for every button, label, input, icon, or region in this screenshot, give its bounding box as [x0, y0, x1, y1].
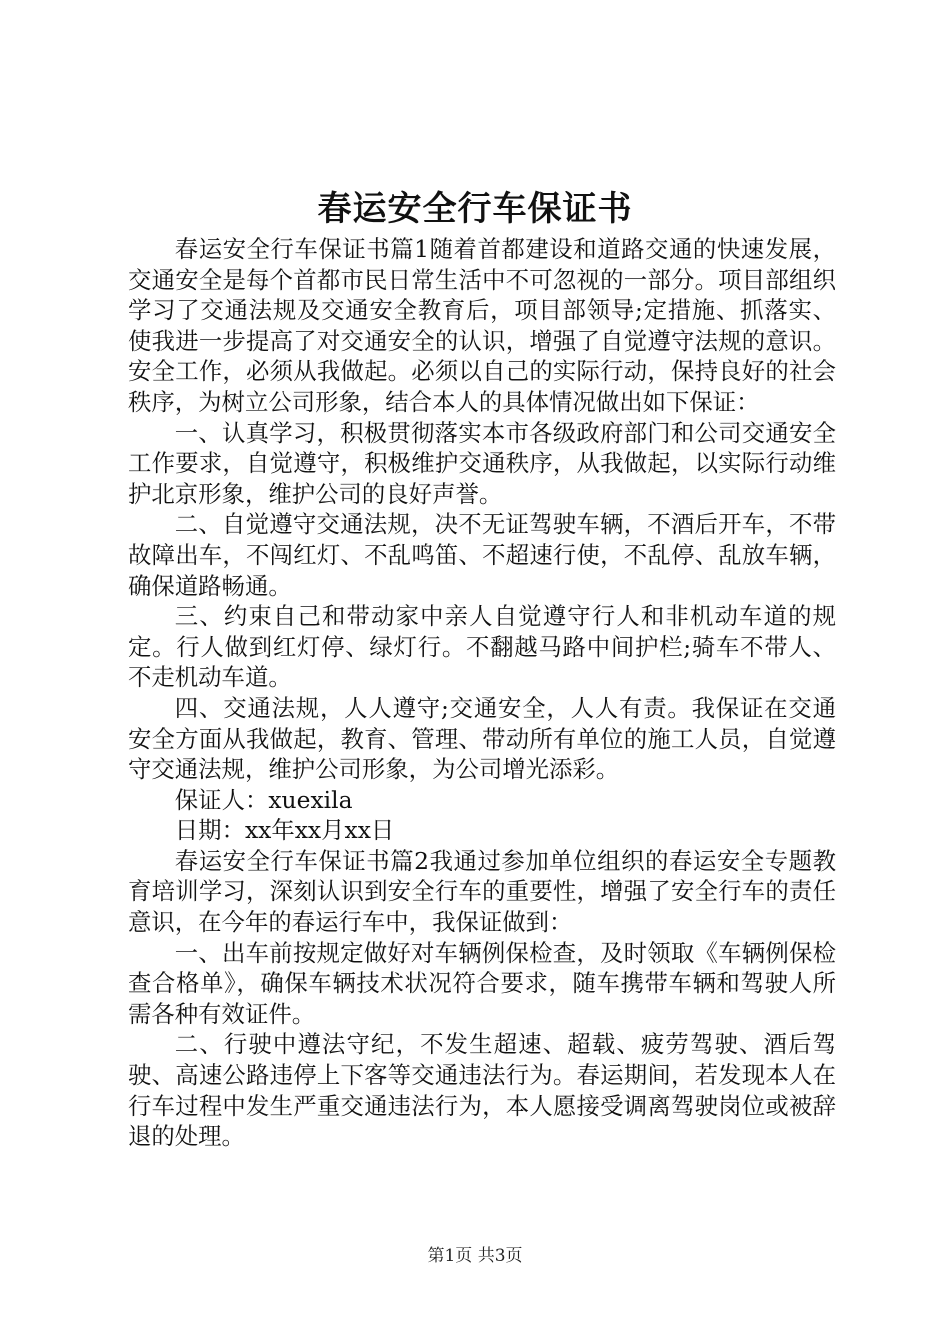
paragraph-section-2-item-2: 二、行驶中遵法守纪，不发生超速、超载、疲劳驾驶、酒后驾驶、高速公路违停上下客等交通违法行为。春运期间，若发现本人在行车过程中发生严重交通违法行为，本人愿接受调离驾驶岗位或被辞退的处理。	[128, 1030, 836, 1151]
date-line: 日期：xx年xx月xx日	[174, 816, 395, 845]
page-number-footer: 第1页 共3页	[427, 1246, 523, 1266]
paragraph-item-2: 二、自觉遵守交通法规，决不无证驾驶车辆，不酒后开车，不带故障出车，不闯红灯、不乱鸣笛、不超速行使，不乱停、乱放车辆，确保道路畅通。	[128, 510, 836, 600]
guarantor-line: 保证人：xuexila	[174, 785, 353, 814]
paragraph-section-2-intro: 春运安全行车保证书篇2我通过参加单位组织的春运安全专题教育培训学习，深刻认识到安全行车的重要性，增强了安全行车的责任意识，在今年的春运行车中，我保证做到：	[128, 846, 836, 937]
document-title: 春运安全行车保证书	[317, 189, 633, 229]
paragraph-intro: 春运安全行车保证书篇1随着首都建设和道路交通的快速发展，交通安全是每个首都市民日常生活中不可忽视的一部分。项目部组织学习了交通法规及交通安全教育后，项目部领导;定措施、抓落实、使我进一步提高了对交通安全的认识，增强了自觉遵守法规的意识。安全工作，必须从我做起。必须以自己的实际行动，保持良好的社会秩序，为树立公司形象，结合本人的具体情况做出如下保证：	[128, 235, 836, 416]
paragraph-section-2-item-1: 一、出车前按规定做好对车辆例保检查，及时领取《车辆例保检查合格单》，确保车辆技术状况符合要求，随车携带车辆和驾驶人所需各种有效证件。	[128, 938, 836, 1028]
document-body	[128, 234, 836, 1152]
paragraph-item-1: 一、认真学习，积极贯彻落实本市各级政府部门和公司交通安全工作要求，自觉遵守，积极维护交通秩序，从我做起，以实际行动维护北京形象，维护公司的良好声誉。	[128, 418, 836, 508]
paragraph-item-3: 三、约束自己和带动家中亲人自觉遵守行人和非机动车道的规定。行人做到红灯停、绿灯行。不翻越马路中间护栏;骑车不带人、不走机动车道。	[128, 602, 836, 692]
paragraph-item-4: 四、交通法规，人人遵守;交通安全，人人有责。我保证在交通安全方面从我做起，教育、管理、带动所有单位的施工人员，自觉遵守交通法规，维护公司形象，为公司增光添彩。	[128, 693, 836, 784]
